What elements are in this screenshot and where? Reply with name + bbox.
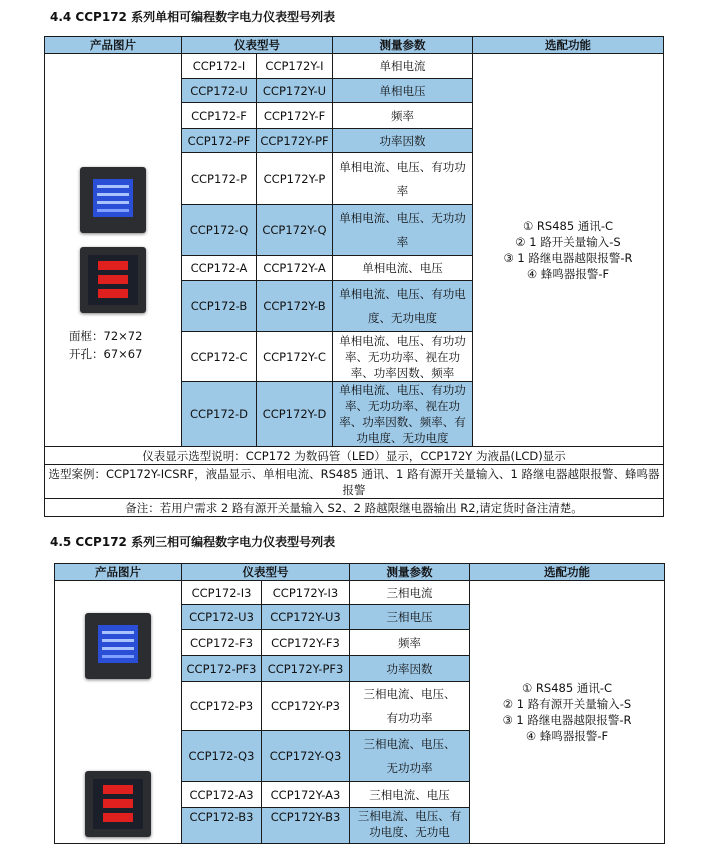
model-lcd: CCP172Y-Q	[257, 205, 333, 256]
model-lcd: CCP172Y-I	[257, 54, 333, 79]
measure-param: 三相电流、电压、有功电度、无功电	[350, 808, 470, 844]
led-meter-image	[85, 771, 151, 837]
measure-param: 三相电流、电压、有功功率	[350, 682, 470, 731]
model-lcd: CCP172Y-F	[257, 103, 333, 129]
option-item: ④ 蜂鸣器报警-F	[525, 729, 609, 743]
table-row	[45, 54, 664, 79]
table-header-row	[45, 37, 664, 54]
option-item: ③ 1 路继电器越限报警-R	[503, 251, 633, 265]
product-image-cell	[55, 581, 182, 844]
model-lcd: CCP172Y-A	[257, 256, 333, 281]
header-options: 选配功能	[470, 564, 665, 581]
display-note: 仪表显示选型说明：CCP172 为数码管（LED）显示，CCP172Y 为液晶(LCD)显示	[45, 447, 664, 465]
model-lcd: CCP172Y-U3	[262, 605, 350, 630]
header-model: 仪表型号	[182, 564, 350, 581]
model-lcd: CCP172Y-PF	[257, 129, 333, 153]
single-phase-model-table	[44, 36, 664, 517]
model-led: CCP172-Q	[182, 205, 257, 256]
model-led: CCP172-P	[182, 153, 257, 205]
model-led: CCP172-P3	[182, 682, 262, 731]
model-led: CCP172-B	[182, 281, 257, 332]
model-lcd: CCP172Y-P	[257, 153, 333, 205]
option-item: ④ 蜂鸣器报警-F	[526, 267, 610, 281]
measure-param: 单相电流、电压	[333, 256, 473, 281]
measure-param: 单相电压	[333, 79, 473, 103]
led-meter-image	[80, 247, 146, 313]
product-image-cell	[45, 54, 182, 447]
header-params: 测量参数	[333, 37, 473, 54]
measure-param: 单相电流、电压、有功电度、无功电度	[333, 281, 473, 332]
measure-param: 功率因数	[350, 656, 470, 682]
header-product-image: 产品图片	[55, 564, 182, 581]
measure-param: 功率因数	[333, 129, 473, 153]
model-led: CCP172-D	[182, 382, 257, 447]
measure-param: 频率	[350, 630, 470, 656]
model-led: CCP172-F	[182, 103, 257, 129]
note-row	[45, 465, 664, 499]
model-lcd: CCP172Y-Q3	[262, 731, 350, 782]
model-lcd: CCP172Y-I3	[262, 581, 350, 605]
measure-param: 单相电流、电压、有功功率、无功功率、视在功率、功率因数、频率、有功电度、无功电度	[333, 382, 473, 447]
measure-param: 频率	[333, 103, 473, 129]
measure-param: 三相电流、电压	[350, 782, 470, 808]
table-row	[55, 581, 665, 605]
lcd-meter-image	[85, 613, 151, 679]
model-led: CCP172-U	[182, 79, 257, 103]
option-item: ① RS485 通讯-C	[522, 219, 614, 233]
table-header-row	[55, 564, 665, 581]
measure-param: 三相电流	[350, 581, 470, 605]
option-item: ① RS485 通讯-C	[521, 681, 613, 695]
model-lcd: CCP172Y-P3	[262, 682, 350, 731]
model-lcd: CCP172Y-U	[257, 79, 333, 103]
panel-size-caption: 面框：72×72	[69, 329, 143, 343]
model-led: CCP172-PF3	[182, 656, 262, 682]
model-lcd: CCP172Y-F3	[262, 630, 350, 656]
remark-note: 备注：若用户需求 2 路有源开关量输入 S2、2 路越限继电器输出 R2,请定货时备注清楚。	[45, 499, 664, 517]
model-lcd: CCP172Y-PF3	[262, 656, 350, 682]
model-led: CCP172-F3	[182, 630, 262, 656]
model-led: CCP172-I3	[182, 581, 262, 605]
note-row	[45, 499, 664, 517]
option-item: ③ 1 路继电器越限报警-R	[502, 713, 632, 727]
model-lcd: CCP172Y-D	[257, 382, 333, 447]
options-cell	[470, 581, 665, 844]
header-product-image: 产品图片	[45, 37, 182, 54]
selection-example-note: 选型案例：CCP172Y-ICSRF，液晶显示、单相电流、RS485 通讯、1 路有源开关量输入、1 路继电器越限报警、蜂鸣器报警	[45, 465, 664, 499]
measure-param: 三相电流、电压、无功功率	[350, 731, 470, 782]
model-lcd: CCP172Y-C	[257, 332, 333, 382]
header-options: 选配功能	[473, 37, 664, 54]
option-item: ② 1 路开关量输入-S	[515, 235, 621, 249]
header-model: 仪表型号	[182, 37, 333, 54]
options-cell	[473, 54, 664, 447]
option-item: ② 1 路有源开关量输入-S	[502, 697, 632, 711]
note-row	[45, 447, 664, 465]
cutout-size-caption: 开孔：67×67	[69, 347, 143, 361]
model-led: CCP172-B3	[182, 808, 262, 844]
header-params: 测量参数	[350, 564, 470, 581]
section-title-4-4: 4.4 CCP172 系列单相可编程数字电力仪表型号列表	[50, 10, 336, 24]
model-led: CCP172-U3	[182, 605, 262, 630]
lcd-meter-image	[80, 167, 146, 233]
measure-param: 单相电流	[333, 54, 473, 79]
model-led: CCP172-A3	[182, 782, 262, 808]
model-led: CCP172-C	[182, 332, 257, 382]
model-lcd: CCP172Y-A3	[262, 782, 350, 808]
measure-param: 单相电流、电压、有功功率	[333, 153, 473, 205]
measure-param: 单相电流、电压、无功功率	[333, 205, 473, 256]
measure-param: 单相电流、电压、有功功率、无功功率、视在功率、功率因数、频率	[333, 332, 473, 382]
section-title-4-5: 4.5 CCP172 系列三相可编程数字电力仪表型号列表	[50, 535, 336, 549]
model-led: CCP172-I	[182, 54, 257, 79]
model-led: CCP172-Q3	[182, 731, 262, 782]
model-lcd: CCP172Y-B	[257, 281, 333, 332]
model-led: CCP172-A	[182, 256, 257, 281]
measure-param: 三相电压	[350, 605, 470, 630]
three-phase-model-table	[54, 563, 665, 844]
model-led: CCP172-PF	[182, 129, 257, 153]
model-lcd: CCP172Y-B3	[262, 808, 350, 844]
